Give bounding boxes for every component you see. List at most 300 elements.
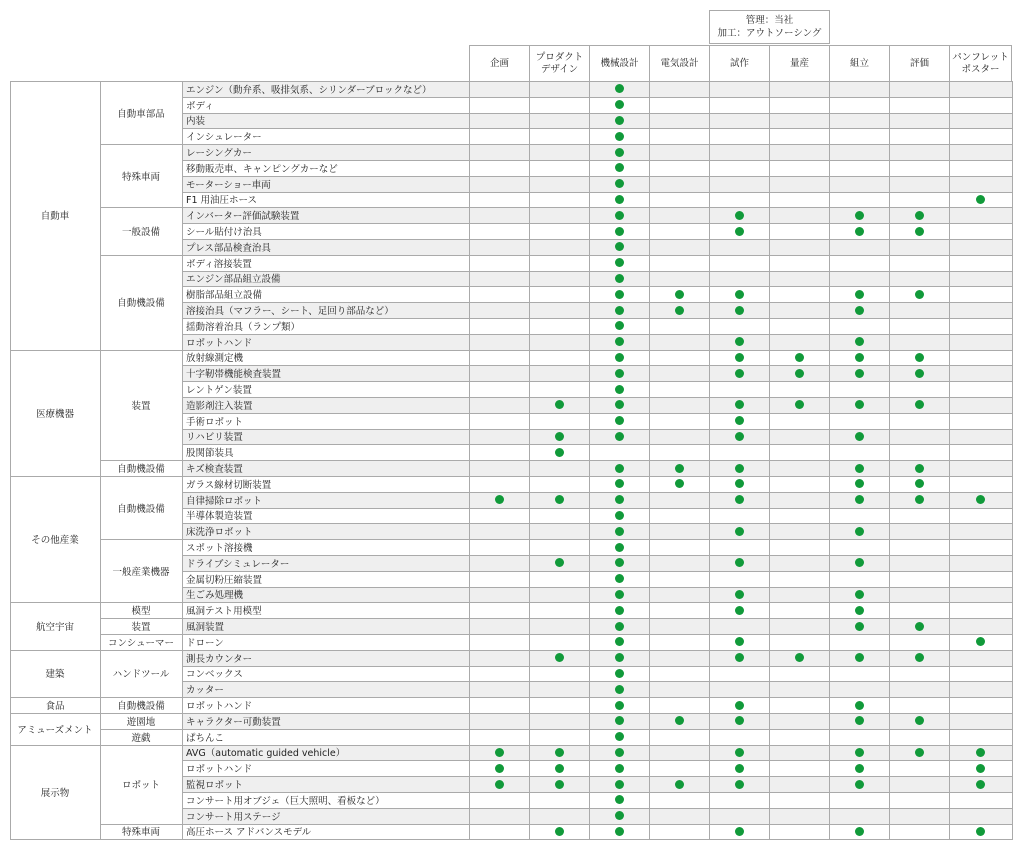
- subcategory-label: 自動機設備: [100, 255, 182, 350]
- mark-cell: [649, 792, 709, 808]
- mark-cell: [949, 144, 1012, 160]
- grid-line-v: [529, 81, 530, 840]
- mark-cell: [469, 128, 529, 144]
- mark-cell: [709, 207, 769, 223]
- mark-cell: [469, 697, 529, 713]
- mark-cell: [529, 144, 589, 160]
- mark-cell: [469, 824, 529, 840]
- mark-cell: [469, 492, 529, 508]
- check-dot-icon: [976, 780, 985, 789]
- mark-cell: [589, 207, 649, 223]
- mark-cell: [829, 666, 889, 682]
- check-dot-icon: [976, 748, 985, 757]
- mark-cell: [529, 824, 589, 840]
- item-label: レーシングカー: [182, 144, 469, 160]
- item-label: ボディ: [182, 97, 469, 113]
- mark-cell: [889, 318, 949, 334]
- mark-cell: [469, 160, 529, 176]
- mark-cell: [529, 666, 589, 682]
- mark-cell: [649, 745, 709, 761]
- item-label: ドローン: [182, 634, 469, 650]
- check-dot-icon: [735, 337, 744, 346]
- subcategory-label: 一般産業機器: [100, 539, 182, 602]
- check-dot-icon: [615, 527, 624, 536]
- mark-cell: [889, 144, 949, 160]
- mark-cell: [829, 365, 889, 381]
- item-label: 放射線測定機: [182, 350, 469, 366]
- mark-cell: [529, 113, 589, 129]
- column-header: 組立: [829, 45, 889, 81]
- mark-cell: [889, 160, 949, 176]
- mark-cell: [589, 508, 649, 524]
- subcategory-label: 自動車部品: [100, 81, 182, 144]
- mark-cell: [949, 286, 1012, 302]
- mark-cell: [709, 602, 769, 618]
- mark-cell: [469, 634, 529, 650]
- mark-cell: [529, 760, 589, 776]
- check-dot-icon: [615, 669, 624, 678]
- mark-cell: [949, 207, 1012, 223]
- mark-cell: [949, 128, 1012, 144]
- mark-cell: [589, 176, 649, 192]
- mark-cell: [709, 444, 769, 460]
- mark-cell: [649, 618, 709, 634]
- mark-cell: [649, 144, 709, 160]
- grid-line-h: [182, 650, 1012, 651]
- mark-cell: [709, 618, 769, 634]
- check-dot-icon: [855, 479, 864, 488]
- mark-cell: [649, 286, 709, 302]
- check-dot-icon: [615, 306, 624, 315]
- check-dot-icon: [615, 100, 624, 109]
- mark-cell: [769, 223, 829, 239]
- mark-cell: [589, 318, 649, 334]
- mark-cell: [709, 302, 769, 318]
- mark-cell: [529, 697, 589, 713]
- mark-cell: [889, 460, 949, 476]
- check-dot-icon: [976, 195, 985, 204]
- mark-cell: [649, 444, 709, 460]
- mark-cell: [769, 255, 829, 271]
- check-dot-icon: [855, 558, 864, 567]
- grid-line-h: [182, 144, 1012, 145]
- mark-cell: [889, 271, 949, 287]
- subcategory-label: 模型: [100, 602, 182, 618]
- check-dot-icon: [735, 400, 744, 409]
- mark-cell: [889, 634, 949, 650]
- grid-line-h: [182, 286, 1012, 287]
- grid-line-h: [182, 223, 1012, 224]
- check-dot-icon: [615, 716, 624, 725]
- mark-cell: [949, 587, 1012, 603]
- mark-cell: [949, 650, 1012, 666]
- mark-cell: [829, 555, 889, 571]
- mark-cell: [649, 681, 709, 697]
- mark-cell: [829, 618, 889, 634]
- check-dot-icon: [855, 622, 864, 631]
- check-dot-icon: [615, 748, 624, 757]
- mark-cell: [469, 255, 529, 271]
- mark-cell: [829, 650, 889, 666]
- check-dot-icon: [615, 416, 624, 425]
- grid-line-h: [182, 523, 1012, 524]
- grid-line-v: [10, 81, 11, 840]
- mark-cell: [829, 760, 889, 776]
- mark-cell: [889, 381, 949, 397]
- mark-cell: [469, 539, 529, 555]
- check-dot-icon: [855, 701, 864, 710]
- mark-cell: [769, 397, 829, 413]
- mark-cell: [949, 492, 1012, 508]
- check-dot-icon: [915, 622, 924, 631]
- check-dot-icon: [855, 353, 864, 362]
- mark-cell: [589, 460, 649, 476]
- mark-cell: [829, 97, 889, 113]
- check-dot-icon: [735, 306, 744, 315]
- mark-cell: [769, 207, 829, 223]
- check-dot-icon: [675, 290, 684, 299]
- grid-line-h: [182, 318, 1012, 319]
- mark-cell: [709, 745, 769, 761]
- mark-cell: [469, 334, 529, 350]
- check-dot-icon: [615, 211, 624, 220]
- mark-cell: [829, 286, 889, 302]
- mark-cell: [949, 97, 1012, 113]
- mark-cell: [889, 255, 949, 271]
- mark-cell: [469, 729, 529, 745]
- mark-cell: [949, 397, 1012, 413]
- mark-cell: [709, 476, 769, 492]
- check-dot-icon: [855, 211, 864, 220]
- grid-line-h: [182, 350, 1012, 351]
- mark-cell: [769, 523, 829, 539]
- column-header: 電気設計: [649, 45, 709, 81]
- subcategory-label: 装置: [100, 350, 182, 461]
- mark-cell: [589, 302, 649, 318]
- mark-cell: [949, 571, 1012, 587]
- check-dot-icon: [795, 369, 804, 378]
- grid-line-h: [182, 113, 1012, 114]
- mark-cell: [889, 81, 949, 97]
- check-dot-icon: [615, 290, 624, 299]
- check-dot-icon: [555, 748, 564, 757]
- check-dot-icon: [615, 179, 624, 188]
- check-dot-icon: [915, 353, 924, 362]
- grid-line-v: [100, 81, 101, 840]
- mark-cell: [649, 160, 709, 176]
- check-dot-icon: [735, 227, 744, 236]
- mark-cell: [649, 429, 709, 445]
- mark-cell: [949, 729, 1012, 745]
- check-dot-icon: [615, 543, 624, 552]
- mark-cell: [829, 223, 889, 239]
- mark-cell: [589, 587, 649, 603]
- category-label: 展示物: [10, 745, 100, 840]
- item-label: 股関節装具: [182, 444, 469, 460]
- mark-cell: [949, 776, 1012, 792]
- check-dot-icon: [915, 748, 924, 757]
- check-dot-icon: [615, 337, 624, 346]
- check-dot-icon: [675, 716, 684, 725]
- mark-cell: [649, 713, 709, 729]
- mark-cell: [469, 113, 529, 129]
- item-label: 手術ロボット: [182, 413, 469, 429]
- column-header: パンフレット ポスター: [949, 45, 1012, 81]
- grid-line-v: [1012, 81, 1013, 840]
- mark-cell: [829, 713, 889, 729]
- subcategory-label: 一般設備: [100, 207, 182, 254]
- mark-cell: [529, 381, 589, 397]
- mark-cell: [889, 697, 949, 713]
- check-dot-icon: [555, 432, 564, 441]
- grid-line-h: [182, 444, 1012, 445]
- check-dot-icon: [855, 306, 864, 315]
- mark-cell: [769, 365, 829, 381]
- item-label: 樹脂部品組立設備: [182, 286, 469, 302]
- mark-cell: [529, 713, 589, 729]
- mark-cell: [949, 555, 1012, 571]
- mark-cell: [469, 381, 529, 397]
- check-dot-icon: [855, 590, 864, 599]
- mark-cell: [709, 381, 769, 397]
- mark-cell: [889, 97, 949, 113]
- mark-cell: [829, 160, 889, 176]
- mark-cell: [769, 792, 829, 808]
- check-dot-icon: [615, 400, 624, 409]
- check-dot-icon: [976, 827, 985, 836]
- check-dot-icon: [855, 337, 864, 346]
- mark-cell: [529, 571, 589, 587]
- mark-cell: [709, 318, 769, 334]
- check-dot-icon: [855, 748, 864, 757]
- mark-cell: [529, 429, 589, 445]
- mark-cell: [889, 650, 949, 666]
- mark-cell: [949, 271, 1012, 287]
- mark-cell: [949, 697, 1012, 713]
- mark-cell: [709, 808, 769, 824]
- grid-line-h: [182, 824, 1012, 825]
- check-dot-icon: [735, 764, 744, 773]
- mark-cell: [829, 824, 889, 840]
- mark-cell: [829, 745, 889, 761]
- mark-cell: [709, 587, 769, 603]
- mark-cell: [949, 476, 1012, 492]
- mark-cell: [769, 318, 829, 334]
- check-dot-icon: [855, 716, 864, 725]
- mark-cell: [469, 413, 529, 429]
- mark-cell: [709, 81, 769, 97]
- mark-cell: [769, 460, 829, 476]
- mark-cell: [769, 745, 829, 761]
- mark-cell: [769, 760, 829, 776]
- mark-cell: [469, 681, 529, 697]
- mark-cell: [889, 113, 949, 129]
- management-note-line1: 管理：当社: [745, 15, 794, 26]
- check-dot-icon: [735, 416, 744, 425]
- mark-cell: [889, 239, 949, 255]
- mark-cell: [589, 381, 649, 397]
- mark-cell: [769, 476, 829, 492]
- mark-cell: [889, 176, 949, 192]
- grid-line-h: [182, 365, 1012, 366]
- mark-cell: [829, 429, 889, 445]
- mark-cell: [889, 192, 949, 208]
- mark-cell: [469, 760, 529, 776]
- mark-cell: [529, 634, 589, 650]
- mark-cell: [589, 397, 649, 413]
- grid-line-v: [649, 81, 650, 840]
- mark-cell: [709, 729, 769, 745]
- check-dot-icon: [615, 701, 624, 710]
- check-dot-icon: [735, 369, 744, 378]
- mark-cell: [709, 681, 769, 697]
- mark-cell: [829, 413, 889, 429]
- check-dot-icon: [675, 780, 684, 789]
- mark-cell: [529, 334, 589, 350]
- mark-cell: [889, 729, 949, 745]
- mark-cell: [649, 271, 709, 287]
- mark-cell: [889, 508, 949, 524]
- mark-cell: [889, 523, 949, 539]
- item-label: カッター: [182, 681, 469, 697]
- mark-cell: [649, 760, 709, 776]
- mark-cell: [589, 286, 649, 302]
- mark-cell: [709, 634, 769, 650]
- mark-cell: [469, 555, 529, 571]
- mark-cell: [769, 571, 829, 587]
- check-dot-icon: [615, 653, 624, 662]
- mark-cell: [529, 255, 589, 271]
- check-dot-icon: [615, 606, 624, 615]
- check-dot-icon: [855, 780, 864, 789]
- mark-cell: [469, 523, 529, 539]
- item-label: インバーター評価試験装置: [182, 207, 469, 223]
- check-dot-icon: [615, 227, 624, 236]
- item-label: スポット溶接機: [182, 539, 469, 555]
- item-label: シール貼付け治具: [182, 223, 469, 239]
- mark-cell: [829, 808, 889, 824]
- mark-cell: [829, 776, 889, 792]
- mark-cell: [889, 745, 949, 761]
- mark-cell: [889, 539, 949, 555]
- mark-cell: [709, 460, 769, 476]
- mark-cell: [589, 223, 649, 239]
- grid-line-h: [182, 571, 1012, 572]
- check-dot-icon: [795, 653, 804, 662]
- mark-cell: [949, 81, 1012, 97]
- check-dot-icon: [915, 495, 924, 504]
- mark-cell: [589, 113, 649, 129]
- mark-cell: [469, 666, 529, 682]
- mark-cell: [769, 618, 829, 634]
- mark-cell: [949, 539, 1012, 555]
- check-dot-icon: [615, 811, 624, 820]
- subcategory-label: 特殊車両: [100, 144, 182, 207]
- mark-cell: [889, 808, 949, 824]
- subcategory-label: 装置: [100, 618, 182, 634]
- mark-cell: [589, 128, 649, 144]
- check-dot-icon: [615, 321, 624, 330]
- check-dot-icon: [615, 464, 624, 473]
- grid-line-h: [182, 539, 1012, 540]
- mark-cell: [769, 286, 829, 302]
- mark-cell: [709, 128, 769, 144]
- mark-cell: [589, 239, 649, 255]
- mark-cell: [469, 792, 529, 808]
- mark-cell: [889, 760, 949, 776]
- mark-cell: [829, 587, 889, 603]
- mark-cell: [709, 776, 769, 792]
- item-label: ボディ溶接装置: [182, 255, 469, 271]
- mark-cell: [829, 176, 889, 192]
- mark-cell: [709, 192, 769, 208]
- mark-cell: [589, 824, 649, 840]
- mark-cell: [769, 729, 829, 745]
- grid-line-h: [182, 713, 1012, 714]
- mark-cell: [769, 176, 829, 192]
- item-label: 風洞テスト用模型: [182, 602, 469, 618]
- mark-cell: [889, 824, 949, 840]
- item-label: 半導体製造装置: [182, 508, 469, 524]
- check-dot-icon: [915, 716, 924, 725]
- mark-cell: [709, 792, 769, 808]
- mark-cell: [529, 745, 589, 761]
- item-label: 溶接治具（マフラー、シート、足回り部品など）: [182, 302, 469, 318]
- mark-cell: [589, 602, 649, 618]
- item-label: コンサート用ステージ: [182, 808, 469, 824]
- check-dot-icon: [615, 163, 624, 172]
- mark-cell: [889, 587, 949, 603]
- check-dot-icon: [615, 764, 624, 773]
- item-label: 測長カウンター: [182, 650, 469, 666]
- mark-cell: [769, 413, 829, 429]
- mark-cell: [829, 271, 889, 287]
- mark-cell: [769, 634, 829, 650]
- mark-cell: [649, 476, 709, 492]
- check-dot-icon: [915, 479, 924, 488]
- mark-cell: [469, 476, 529, 492]
- mark-cell: [589, 634, 649, 650]
- check-dot-icon: [915, 400, 924, 409]
- check-dot-icon: [615, 558, 624, 567]
- check-dot-icon: [976, 637, 985, 646]
- grid-line-h: [182, 334, 1012, 335]
- mark-cell: [529, 492, 589, 508]
- mark-cell: [589, 81, 649, 97]
- mark-cell: [649, 460, 709, 476]
- mark-cell: [709, 255, 769, 271]
- mark-cell: [949, 523, 1012, 539]
- check-dot-icon: [915, 653, 924, 662]
- mark-cell: [529, 81, 589, 97]
- mark-cell: [529, 460, 589, 476]
- grid-line-h: [182, 271, 1012, 272]
- mark-cell: [649, 128, 709, 144]
- check-dot-icon: [915, 464, 924, 473]
- check-dot-icon: [615, 84, 624, 93]
- mark-cell: [709, 429, 769, 445]
- check-dot-icon: [855, 764, 864, 773]
- mark-cell: [649, 602, 709, 618]
- grid-line-h: [182, 792, 1012, 793]
- mark-cell: [649, 255, 709, 271]
- mark-cell: [889, 492, 949, 508]
- mark-cell: [889, 713, 949, 729]
- grid-line-h: [182, 729, 1012, 730]
- check-dot-icon: [735, 527, 744, 536]
- grid-line-h: [10, 81, 1012, 82]
- grid-line-h: [182, 397, 1012, 398]
